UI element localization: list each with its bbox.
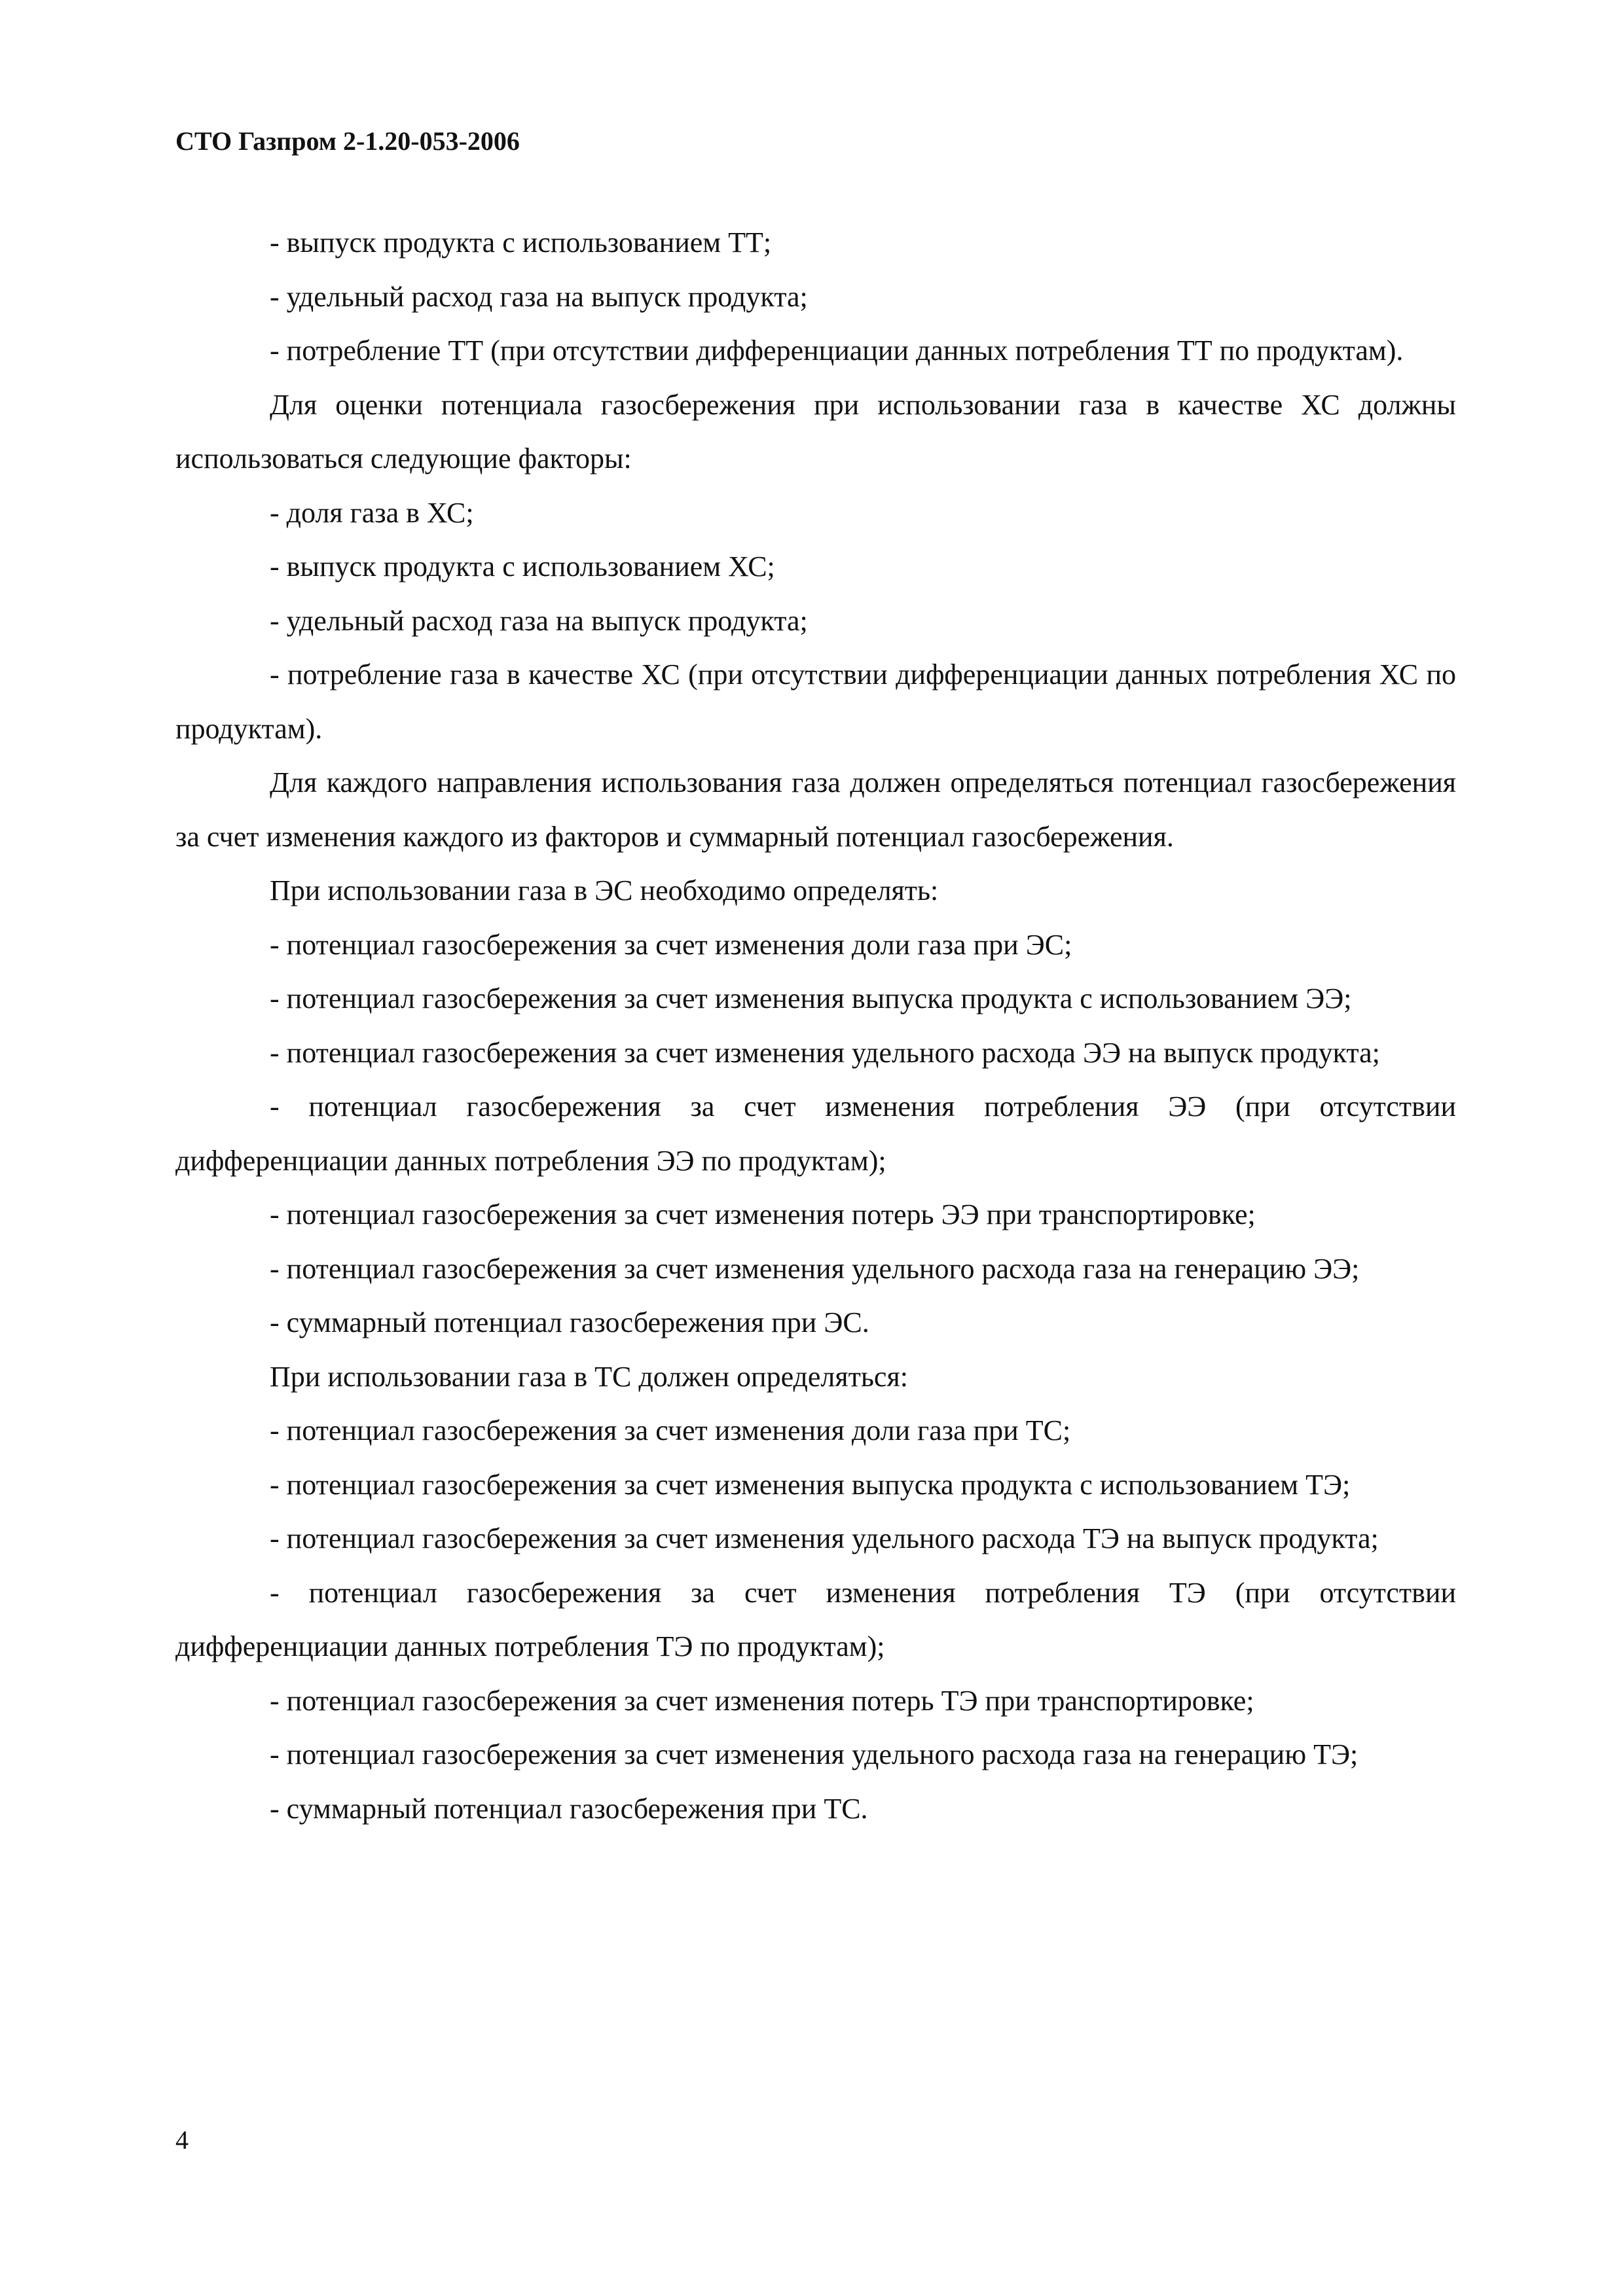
paragraph: - потенциал газосбережения за счет изменения потребления ЭЭ (при отсутствии дифференциации данных потребления ЭЭ по продуктам); <box>175 1090 1456 1177</box>
paragraph: - потенциал газосбережения за счет изменения потерь ЭЭ при транспортировке; <box>270 1198 1256 1230</box>
paragraph: - доля газа в ХС; <box>270 496 474 529</box>
paragraph: - потенциал газосбережения за счет изменения удельного расхода ЭЭ на выпуск продукта; <box>270 1036 1380 1069</box>
paragraph: - потенциал газосбережения за счет изменения удельного расхода газа на генерацию ТЭ; <box>270 1738 1359 1770</box>
document-header: СТО Газпром 2-1.20-053-2006 <box>175 126 520 156</box>
document-body <box>175 216 1456 1836</box>
paragraph: - потенциал газосбережения за счет изменения выпуска продукта с использованием ЭЭ; <box>270 982 1352 1014</box>
paragraph: - выпуск продукта с использованием ХС; <box>270 550 775 583</box>
paragraph: - потребление газа в качестве ХС (при отсутствии дифференциации данных потребления ХС по продуктам). <box>175 658 1456 745</box>
paragraph: При использовании газа в ТС должен определяться: <box>270 1360 908 1393</box>
paragraph: - потенциал газосбережения за счет изменения удельного расхода газа на генерацию ЭЭ; <box>270 1252 1360 1285</box>
paragraph: - потребление ТТ (при отсутствии дифференциации данных потребления ТТ по продуктам). <box>270 334 1404 367</box>
paragraph: - потенциал газосбережения за счет изменения удельного расхода ТЭ на выпуск продукта; <box>270 1522 1379 1554</box>
paragraph: - удельный расход газа на выпуск продукта; <box>270 280 808 313</box>
paragraph: Для каждого направления использования газа должен определяться потенциал газосбережения за счет изменения каждого из факторов и суммарный потенциал газосбережения. <box>175 766 1456 853</box>
paragraph: - потенциал газосбережения за счет изменения выпуска продукта с использованием ТЭ; <box>270 1468 1351 1501</box>
paragraph: Для оценки потенциала газосбережения при использовании газа в качестве ХС должны использоваться следующие факторы: <box>175 388 1456 475</box>
paragraph: - суммарный потенциал газосбережения при ТС. <box>270 1792 868 1825</box>
page-number: 4 <box>175 2125 189 2155</box>
paragraph: - удельный расход газа на выпуск продукта; <box>270 604 808 637</box>
paragraph: - потенциал газосбережения за счет изменения потребления ТЭ (при отсутствии дифференциации данных потребления ТЭ по продуктам); <box>175 1576 1456 1662</box>
paragraph: - потенциал газосбережения за счет изменения доли газа при ТС; <box>270 1414 1071 1446</box>
paragraph: При использовании газа в ЭС необходимо определять: <box>270 874 939 906</box>
paragraph: - потенциал газосбережения за счет изменения доли газа при ЭС; <box>270 928 1072 961</box>
paragraph: - потенциал газосбережения за счет изменения потерь ТЭ при транспортировке; <box>270 1684 1254 1717</box>
paragraph: - суммарный потенциал газосбережения при ЭС. <box>270 1306 869 1338</box>
paragraph: - выпуск продукта с использованием ТТ; <box>270 226 772 259</box>
